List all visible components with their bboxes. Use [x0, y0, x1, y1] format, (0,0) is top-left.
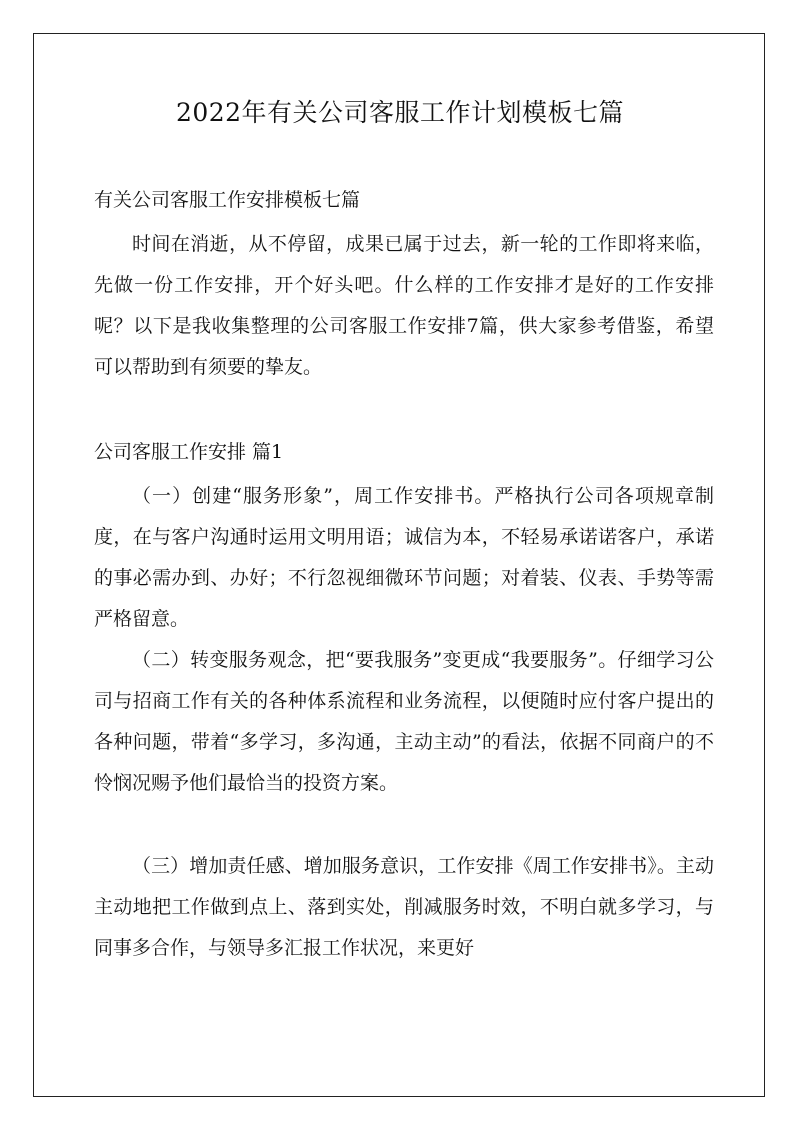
intro-paragraph: 时间在消逝，从不停留，成果已属于过去，新一轮的工作即将来临，先做一份工作安排，开个好头吧。什么样的工作安排才是好的工作安排呢？以下是我收集整理的公司客服工作安排7篇，供大家参考借鉴，希望可以帮助到有须要的挚友。: [94, 233, 714, 378]
document-subtitle: 有关公司客服工作安排模板七篇: [94, 189, 361, 211]
body-paragraph-3: （三）增加责任感、增加服务意识，工作安排《周工作安排书》。主动主动地把工作做到点上、落到实处，削减服务时效，不明白就多学习，与同事多合作，与领导多汇报工作状况，来更好: [94, 855, 714, 959]
body-paragraph-2: （二）转变服务观念，把“要我服务”变更成“我要服务”。仔细学习公司与招商工作有关的各种体系流程和业务流程，以便随时应付客户提出的各种问题，带着“多学习，多沟通，主动主动”的看法，依据不同商户的不怜悯况赐予他们最恰当的投资方案。: [94, 649, 714, 794]
body-paragraph-1: （一）创建“服务形象”，周工作安排书。严格执行公司各项规章制度，在与客户沟通时运用文明用语；诚信为本，不轻易承诺诺客户，承诺的事必需办到、办好；不行忽视细微环节问题；对着装、仪表、手势等需严格留意。: [94, 485, 714, 630]
section-heading: 公司客服工作安排 篇1: [94, 441, 284, 463]
document-title: 2022年有关公司客服工作计划模板七篇: [175, 98, 625, 127]
